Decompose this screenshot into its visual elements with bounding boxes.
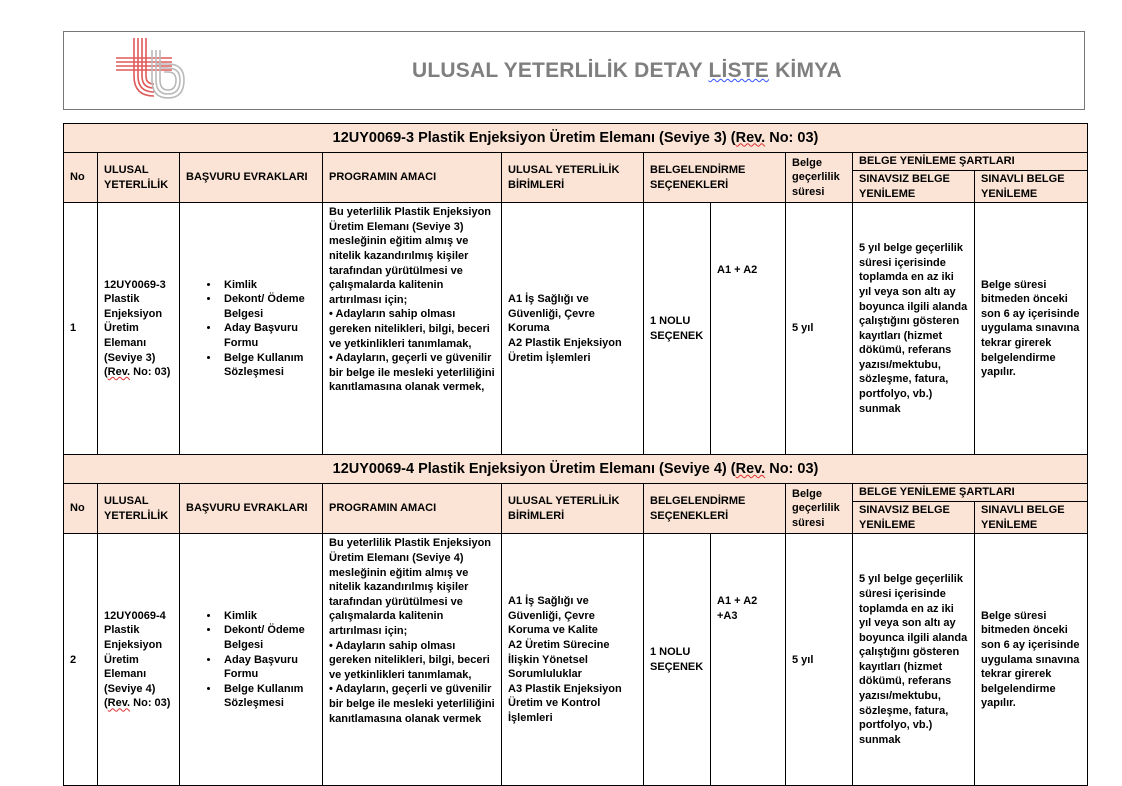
document-item: • Kimlik [220, 278, 316, 293]
row-birimler [502, 534, 644, 786]
document-item: • Belge Kullanım Sözleşmesi [220, 682, 316, 711]
row-sure: 5 yıl [786, 534, 853, 786]
unit-item: A3 Plastik Enjeksiyon Üretim ve Kontrol İşlemleri [508, 682, 622, 724]
row-sinavli: Belge süresi bitmeden önceki son 6 ay içerisinde uygulama sınavına tekrar girerek belgelendirme yapılır. [975, 203, 1088, 455]
row-amac: Bu yeterlilik Plastik Enjeksiyon Üretim Elemanı (Seviye 3) mesleğinin eğitim almış ve nitelik kazandırılmış kişiler tarafından yürütülmesi ve çalışmalarda kalitenin artırılması için; • Adayların sahip olması gereken nitelikleri, bilgi, beceri ve yetkinlikleri tanımlamak, • Adayların, geçerli ve güvenilir bir belge ile mesleki yeterliliğini kanıtlamasına olanak vermek, [323, 203, 502, 455]
document-item: • Dekont/ Ödeme Belgesi [220, 623, 316, 652]
col-header-secenek: BELGELENDİRME SEÇENEKLERİ [644, 153, 786, 203]
row-sinavsiz: 5 yıl belge geçerlilik süresi içerisinde toplamda en az iki yıl veya son altı ay boyunca ilgili alanda çalıştığını gösteren kayıtları (hizmet dökümü, referans yazısı/mektubu, sözleşme, fatura, portfolyo, vb.) sunmak [853, 203, 975, 455]
row-sure: 5 yıl [786, 203, 853, 455]
row-birim-kombinasyon: A1 + A2 +A3 [711, 534, 786, 786]
row-ulusal: 12UY0069-3 Plastik Enjeksiyon Üretim Elemanı (Seviye 3) (Rev. No: 03) [98, 203, 180, 455]
document-item: • Aday Başvuru Formu [220, 653, 316, 682]
table-row [64, 203, 1088, 455]
col-header-basvuru: BAŞVURU EVRAKLARI [180, 153, 323, 203]
row-amac: Bu yeterlilik Plastik Enjeksiyon Üretim Elemanı (Seviye 4) mesleğinin eğitim almış ve nitelik kazandırılmış kişiler tarafından yürütülmesi ve çalışmalarda kalitenin artırılması için; • Adayların sahip olması gereken nitelikleri, bilgi, beceri ve yetkinlikleri tanımlamak, • Adayların, geçerli ve güvenilir bir belge ile mesleki yeterliliğini kanıtlamasına olanak vermek [323, 534, 502, 786]
row-no: 1 [64, 203, 98, 455]
row-birimler [502, 203, 644, 455]
col-header-no: No [64, 153, 98, 203]
row-sinavli: Belge süresi bitmeden önceki son 6 ay içerisinde uygulama sınavına tekrar girerek belgelendirme yapılır. [975, 534, 1088, 786]
row-no: 2 [64, 534, 98, 786]
row-ulusal: 12UY0069-4 Plastik Enjeksiyon Üretim Elemanı (Seviye 4) (Rev. No: 03) [98, 534, 180, 786]
unit-item: A2 Üretim Sürecine İlişkin Yönetsel Sorumluluklar [508, 638, 610, 681]
row-basvuru [180, 203, 323, 455]
col-header-sinavli: SINAVLI BELGE YENİLEME [975, 502, 1088, 534]
col-header-sure: Belge geçerlilik süresi [786, 484, 853, 534]
col-header-yenileme: BELGE YENİLEME ŞARTLARI [853, 484, 1088, 502]
col-header-ulusal: ULUSAL YETERLİLİK [98, 484, 180, 534]
col-header-sinavli: SINAVLI BELGE YENİLEME [975, 171, 1088, 203]
logo-icon [112, 36, 187, 102]
col-header-no: No [64, 484, 98, 534]
col-header-ulusal: ULUSAL YETERLİLİK [98, 153, 180, 203]
unit-item: A1 İş Sağlığı ve Güvenliği, Çevre Koruma [508, 293, 595, 335]
unit-item: A1 İş Sağlığı ve Güvenliği, Çevre Koruma ve Kalite [508, 595, 598, 637]
col-header-yenileme: BELGE YENİLEME ŞARTLARI [853, 153, 1088, 171]
col-header-secenek: BELGELENDİRME SEÇENEKLERİ [644, 484, 786, 534]
col-header-birimler: ULUSAL YETERLİLİK BİRİMLERİ [502, 153, 644, 203]
document-item: • Aday Başvuru Formu [220, 321, 316, 350]
table-row [64, 534, 1088, 786]
col-header-sure: Belge geçerlilik süresi [786, 153, 853, 203]
document-item: • Kimlik [220, 609, 316, 624]
row-sinavsiz: 5 yıl belge geçerlilik süresi içerisinde toplamda en az iki yıl veya son altı ay boyunca ilgili alanda çalıştığını gösteren kayıtları (hizmet dökümü, referans yazısı/mektubu, sözleşme, fatura, portfolyo, vb.) sunmak [853, 534, 975, 786]
col-header-amac: PROGRAMIN AMACI [323, 484, 502, 534]
document-title: ULUSAL YETERLİLİK DETAY LİSTE KİMYA [412, 59, 842, 82]
qualification-table [63, 123, 1088, 786]
document-item: • Belge Kullanım Sözleşmesi [220, 351, 316, 380]
row-secenek: 1 NOLU SEÇENEK [644, 203, 711, 455]
row-birim-kombinasyon: A1 + A2 [711, 203, 786, 455]
document-item: • Dekont/ Ödeme Belgesi [220, 292, 316, 321]
col-header-sinavsiz: SINAVSIZ BELGE YENİLEME [853, 171, 975, 203]
col-header-amac: PROGRAMIN AMACI [323, 153, 502, 203]
col-header-sinavsiz: SINAVSIZ BELGE YENİLEME [853, 502, 975, 534]
section-title: 12UY0069-3 Plastik Enjeksiyon Üretim Elemanı (Seviye 3) (Rev. No: 03) [64, 124, 1088, 153]
section-title: 12UY0069-4 Plastik Enjeksiyon Üretim Elemanı (Seviye 4) (Rev. No: 03) [64, 455, 1088, 484]
unit-item: A2 Plastik Enjeksiyon Üretim İşlemleri [508, 336, 622, 364]
row-basvuru [180, 534, 323, 786]
col-header-basvuru: BAŞVURU EVRAKLARI [180, 484, 323, 534]
row-secenek: 1 NOLU SEÇENEK [644, 534, 711, 786]
col-header-birimler: ULUSAL YETERLİLİK BİRİMLERİ [502, 484, 644, 534]
